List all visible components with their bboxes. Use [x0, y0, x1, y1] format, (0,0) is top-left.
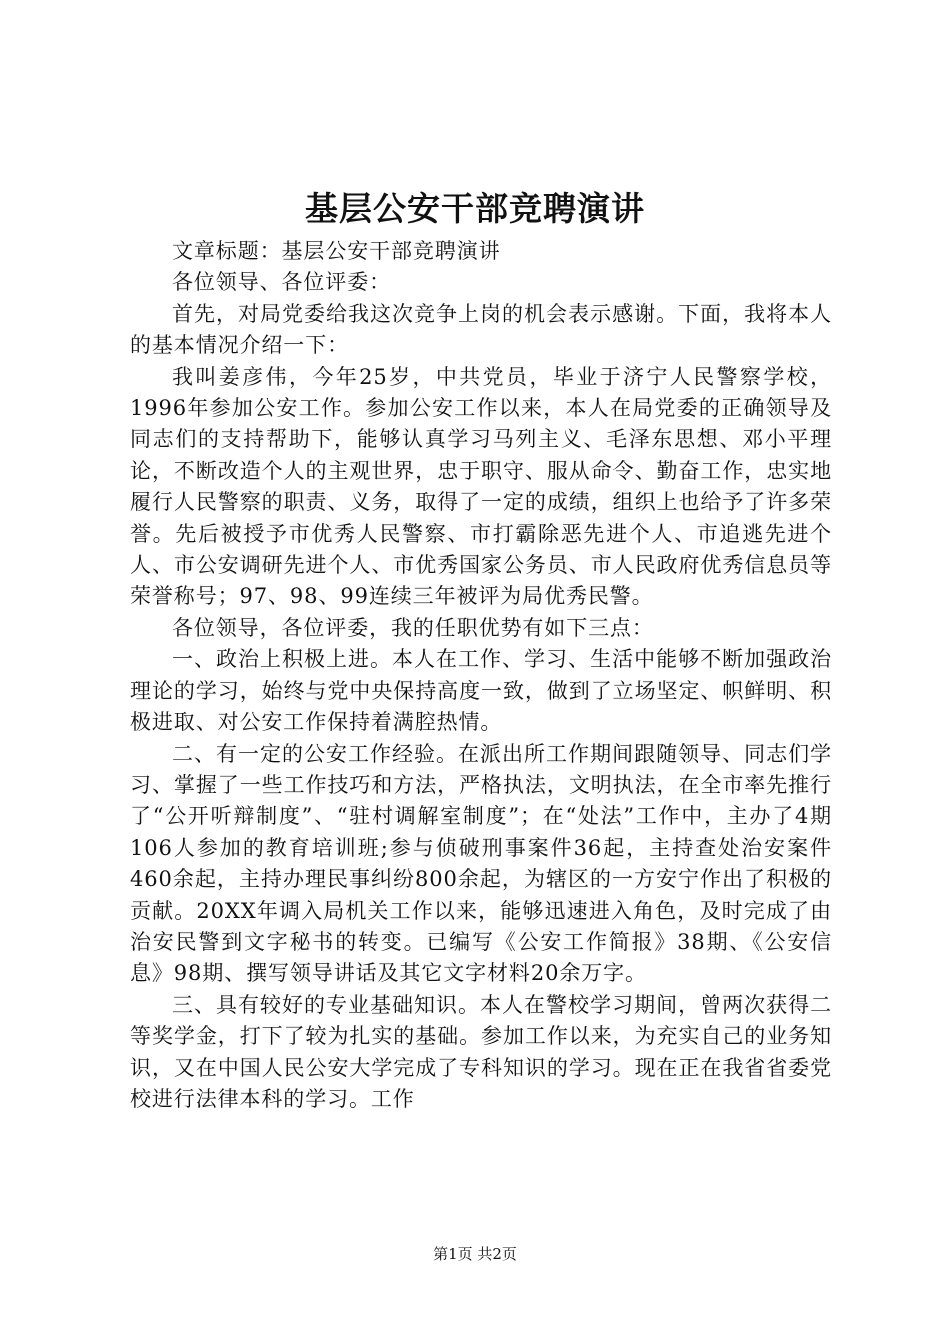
paragraph-advantage-three: 三、具有较好的专业基础知识。本人在警校学习期间，曾两次获得二等奖学金，打下了较为扎实的基础。参加工作以来，为充实自己的业务知识，又在中国人民公安大学完成了专科知识的学习。现在正在我省省委党校进行法律本科的学习。工作 — [130, 992, 832, 1111]
paragraph-opening: 首先，对局党委给我这次竞争上岗的机会表示感谢。下面，我将本人的基本情况介绍一下： — [130, 301, 832, 358]
paragraph-advantages-intro: 各位领导，各位评委，我的任职优势有如下三点： — [172, 615, 654, 640]
paragraph-advantage-two: 二、有一定的公安工作经验。在派出所工作期间跟随领导、同志们学习、掌握了一些工作技巧和方法，严格执法，文明执法，在全市率先推行了“公开听辩制度”、“驻村调解室制度”；在“处法”工作中，主办了4期106人参加的教育培训班;参与侦破刑事案件36起，主持查处治安案件460余起，主持办理民事纠纷800余起，为辖区的一方安宁作出了积极的贡献。20XX年调入局机关工作以来，能够迅速进入角色，及时完成了由治安民警到文字秘书的转变。已编写《公安工作简报》38期、《公安信息》98期、撰写领导讲话及其它文字材料20余万字。 — [130, 741, 832, 986]
paragraph-article-title: 文章标题：基层公安干部竞聘演讲 — [172, 239, 501, 263]
paragraph-salutation: 各位领导、各位评委： — [172, 270, 391, 295]
document-body — [130, 236, 832, 1115]
paragraph-advantage-one: 一、政治上积极上进。本人在工作、学习、生活中能够不断加强政治理论的学习，始终与党中央保持高度一致，做到了立场坚定、帜鲜明、积极进取、对公安工作保持着满腔热情。 — [130, 647, 832, 735]
page-footer: 第1页 共2页 — [433, 1245, 517, 1263]
paragraph-self-introduction: 我叫姜彦伟，今年25岁，中共党员，毕业于济宁人民警察学校，1996年参加公安工作。参加公安工作以来，本人在局党委的正确领导及同志们的支持帮助下，能够认真学习马列主义、毛泽东思想、邓小平理论，不断改造个人的主观世界，忠于职守、服从命令、勤奋工作，忠实地履行人民警察的职责、义务，取得了一定的成绩，组织上也给予了许多荣誉。先后被授予市优秀人民警察、市打霸除恶先进个人、市追逃先进个人、市公安调研先进个人、市优秀国家公务员、市人民政府优秀信息员等荣誉称号；97、98、99连续三年被评为局优秀民警。 — [130, 364, 832, 609]
document-title: 基层公安干部竞聘演讲 — [305, 189, 645, 228]
